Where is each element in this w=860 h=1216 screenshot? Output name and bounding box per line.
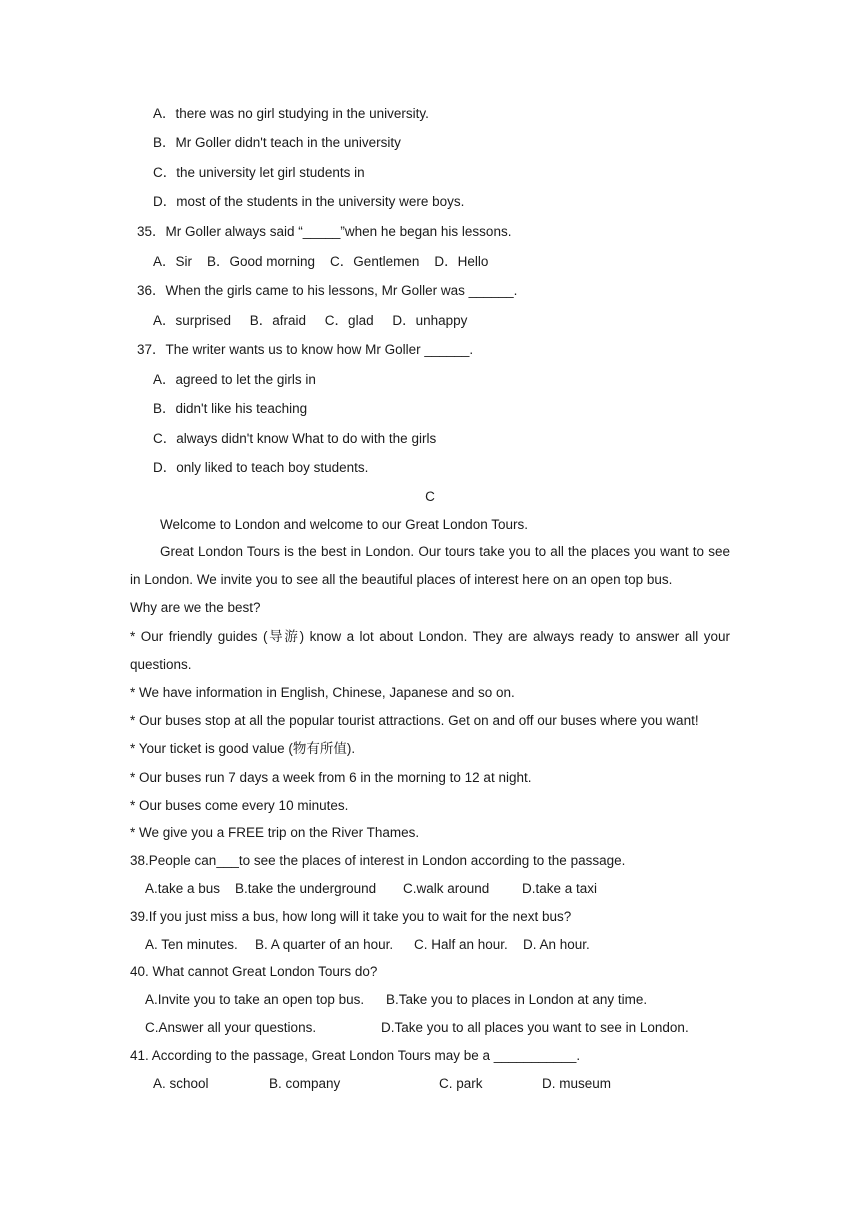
q41-option-c: C. park [439,1076,483,1091]
q40-option-d: D.Take you to all places you want to see in London. [381,1020,689,1035]
bullet-guides: * Our friendly guides (导游) know a lot about London. They are always ready to answer all your questions. [130,629,730,672]
q40-option-c: C.Answer all your questions. [145,1020,317,1035]
q38-option-a: A.take a bus [145,881,221,896]
q39-option-a: A. Ten minutes. [145,937,238,952]
bullet-stops: * Our buses stop at all the popular tourist attractions. Get on and off our buses where you want! [130,713,699,728]
why-line: Why are we the best? [130,600,261,615]
q40-options-row2 [0,1019,860,1037]
q40-stem: 40. What cannot Great London Tours do? [130,964,378,979]
q38-option-d: D.take a taxi [522,881,598,896]
q36-options: A．surprised B．afraid C．glad D．unhappy [153,313,468,328]
bullet-free-trip: * We give you a FREE trip on the River Thames. [130,825,420,840]
q41-stem: 41. According to the passage, Great London Tours may be a ___________. [130,1048,581,1063]
q39-option-c: C. Half an hour. [414,937,508,952]
q34-option-c: C．the university let girl students in [153,165,365,180]
q41-option-b: B. company [269,1076,341,1091]
q38-option-c: C.walk around [403,881,490,896]
q39-option-b: B. A quarter of an hour. [255,937,394,952]
q40-option-b: B.Take you to places in London at any time. [386,992,648,1007]
q36-stem: 36．When the girls came to his lessons, Mr Goller was ______. [137,283,518,298]
q38-stem: 38.People can___to see the places of interest in London according to the passage. [130,853,626,868]
q35-stem: 35．Mr Goller always said “_____”when he began his lessons. [137,224,512,239]
q39-option-d: D. An hour. [523,937,590,952]
q39-stem: 39.If you just miss a bus, how long will it take you to wait for the next bus? [130,909,572,924]
q34-option-d: D．most of the students in the university were boys. [153,194,465,209]
q38-option-b: B.take the underground [235,881,377,896]
section-heading: C [425,489,435,504]
bullet-hours: * Our buses run 7 days a week from 6 in the morning to 12 at night. [130,770,532,785]
q37-stem: 37．The writer wants us to know how Mr Goller ______. [137,342,474,357]
q37-option-a: A．agreed to let the girls in [153,372,316,387]
q41-option-a: A. school [153,1076,209,1091]
bullet-info: * We have information in English, Chinese, Japanese and so on. [130,685,515,700]
q40-option-a: A.Invite you to take an open top bus. [145,992,365,1007]
q34-option-a: A．there was no girl studying in the university. [153,106,429,121]
q37-option-c: C．always didn't know What to do with the girls [153,431,437,446]
q41-option-d: D. museum [542,1076,612,1091]
q39-options [0,936,860,954]
q41-options [0,1075,860,1093]
bullet-ticket: * Your ticket is good value (物有所值). [130,741,356,756]
welcome-line: Welcome to London and welcome to our Great London Tours. [160,517,528,532]
intro-paragraph: Great London Tours is the best in London. Our tours take you to all the places you want to see in London. We invite you to see all the beautiful places of interest here on an open top bus. [130,544,730,587]
q37-option-d: D．only liked to teach boy students. [153,460,369,475]
bullet-frequency: * Our buses come every 10 minutes. [130,798,349,813]
q38-options [0,880,860,898]
q40-options-row1 [0,991,860,1009]
q34-option-b: B．Mr Goller didn't teach in the university [153,135,401,150]
q35-options: A．Sir B．Good morning C．Gentlemen D．Hello [153,254,489,269]
q37-option-b: B．didn't like his teaching [153,401,308,416]
